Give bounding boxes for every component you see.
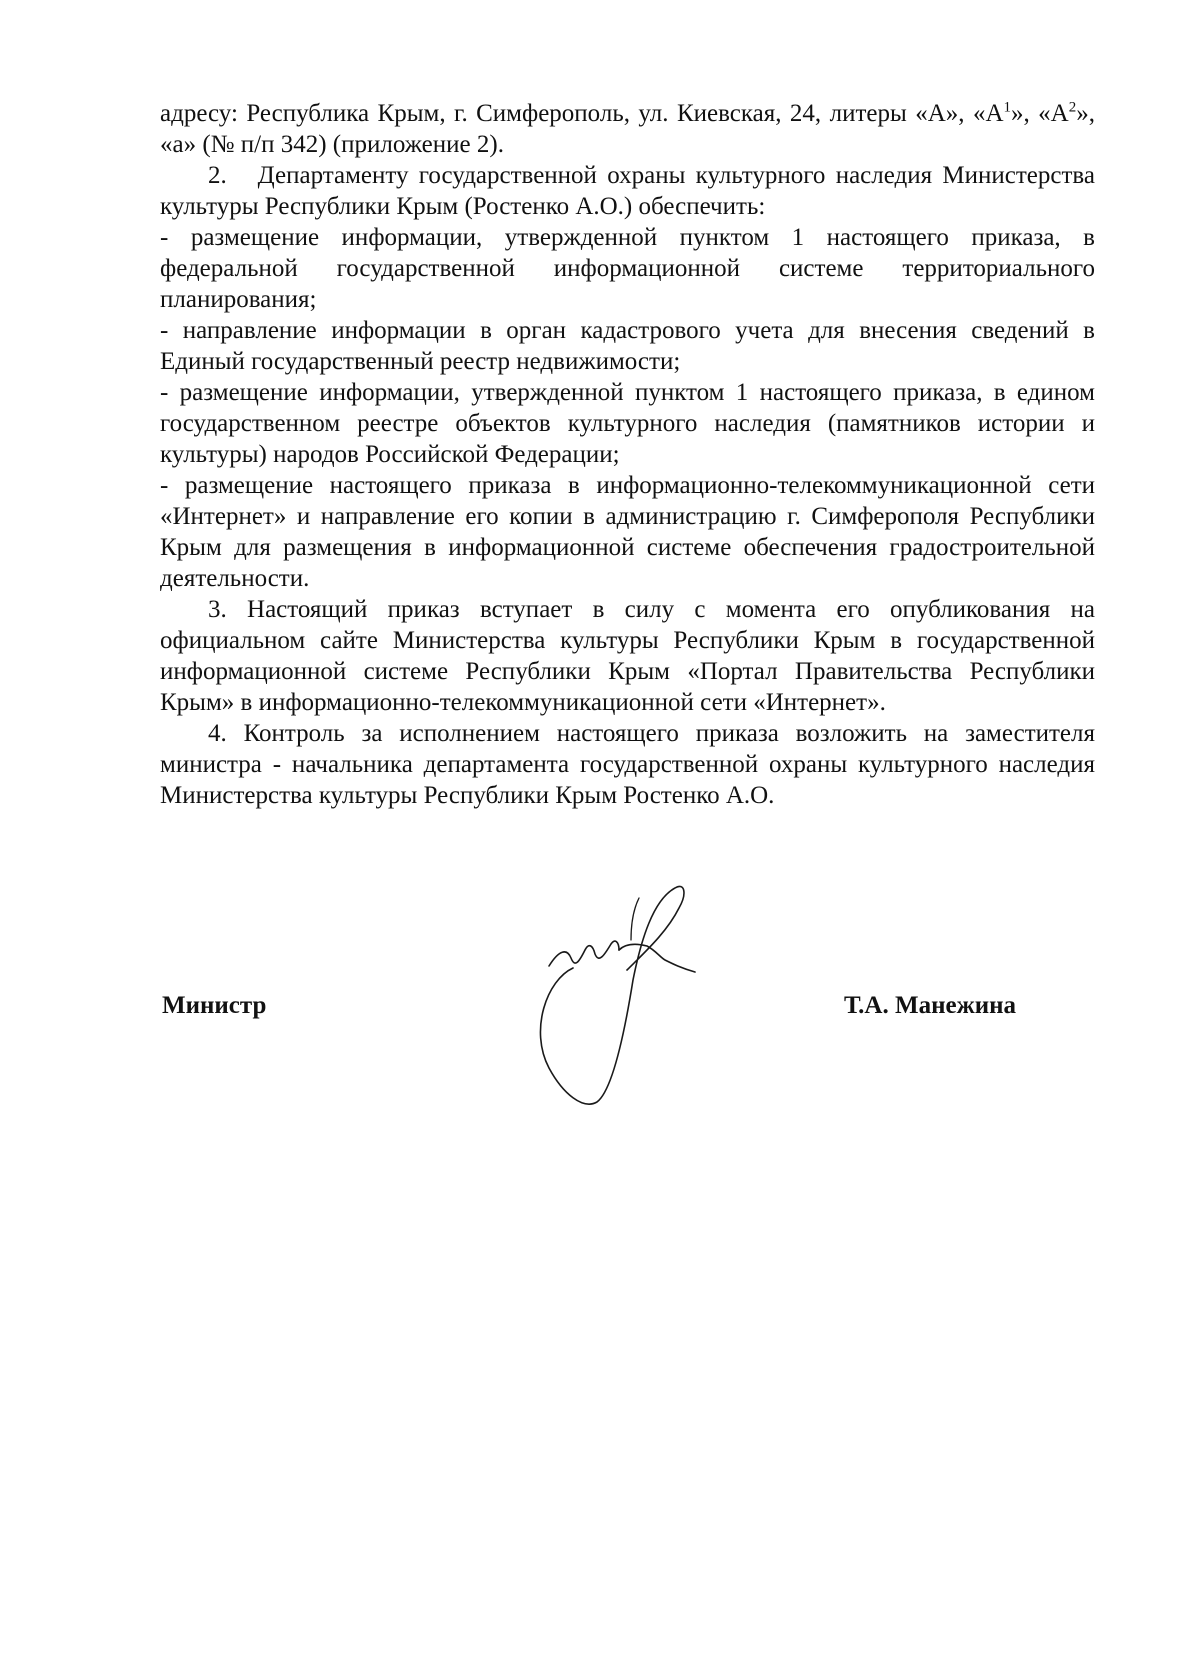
superscript-1: 1	[1003, 99, 1011, 116]
signatory-title: Министр	[162, 992, 267, 1019]
paragraph-address-continuation	[160, 98, 1095, 160]
paragraph-bullet-1: - размещение информации, утвержденной пунктом 1 настоящего приказа, в федеральной государственной информационной системе территориального планирования;	[160, 224, 1095, 313]
signatory-name: Т.А. Манежина	[844, 992, 1017, 1019]
paragraph-item-3: 3. Настоящий приказ вступает в силу с момента его опубликования на официальном сайте Министерства культуры Республики Крым в государственной информационной системе Республики Крым «Портал Правительства Республики Крым» в информационно-телекоммуникационной сети «Интернет».	[160, 596, 1095, 716]
paragraph-item-4: 4. Контроль за исполнением настоящего приказа возложить на заместителя министра - начальника департамента государственной охраны культурного наследия Министерства культуры Республики Крым Ростенко А.О.	[160, 720, 1095, 809]
document-body	[160, 98, 1095, 811]
paragraph-bullet-4: - размещение настоящего приказа в информационно-телекоммуникационной сети «Интернет» и направление его копии в администрацию г. Симферополя Республики Крым для размещения в информационной системе обеспечения градостроительной деятельности.	[160, 472, 1095, 592]
paragraph-item-2: 2. Департаменту государственной охраны культурного наследия Министерства культуры Республики Крым (Ростенко А.О.) обеспечить:	[160, 162, 1095, 220]
signature-block	[0, 992, 1200, 1032]
address-text-start: адресу: Республика Крым, г. Симферополь, ул. Киевская, 24, литеры «А», «А	[160, 100, 1004, 127]
paragraph-bullet-2: - направление информации в орган кадастрового учета для внесения сведений в Единый государственный реестр недвижимости;	[160, 317, 1095, 375]
address-text-end: », «а» (№ п/п 342) (приложение 2).	[160, 100, 1095, 158]
address-text-middle: », «А	[1011, 100, 1069, 127]
paragraph-bullet-3: - размещение информации, утвержденной пунктом 1 настоящего приказа, в едином государственном реестре объектов культурного наследия (памятников истории и культуры) народов Российской Федерации;	[160, 379, 1095, 468]
superscript-2: 2	[1068, 99, 1077, 116]
